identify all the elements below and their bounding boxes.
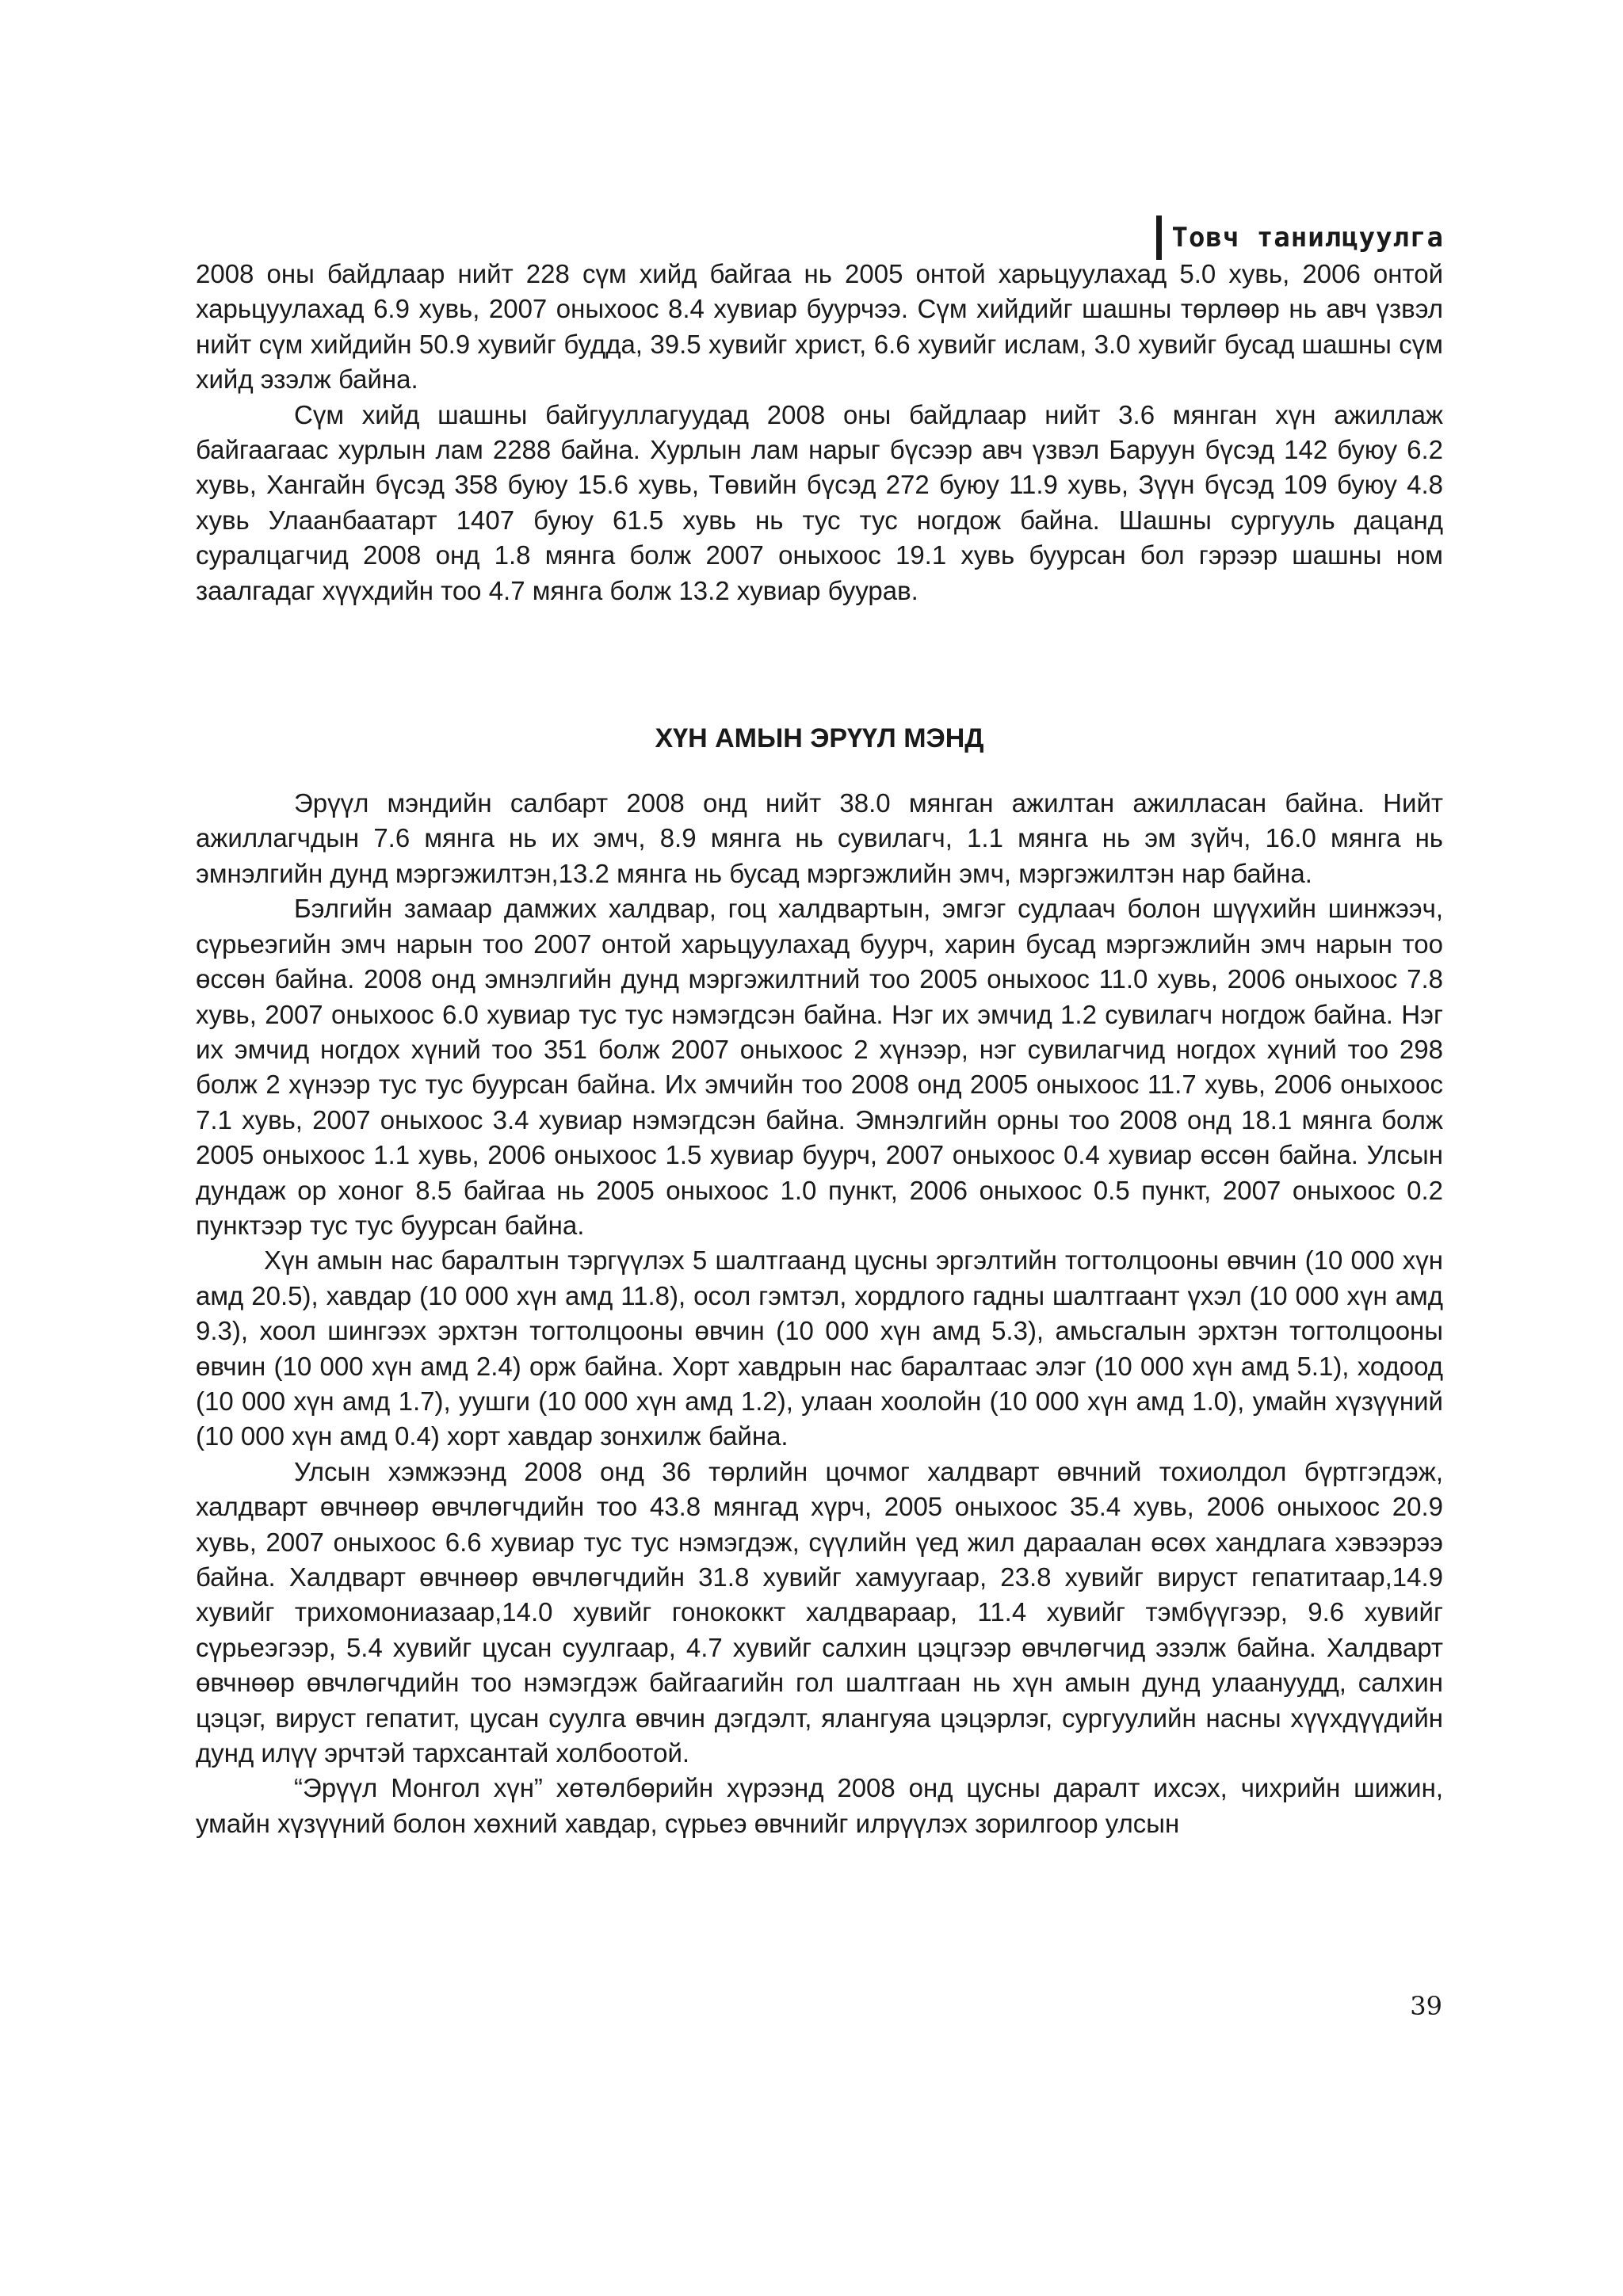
paragraph-health-workers: Эрүүл мэндийн салбарт 2008 онд нийт 38.0 мянган ажилтан ажилласан байна. Нийт ажиллагчдын 7.6 мянга нь их эмч, 8.9 мянга нь сувилагч, 1.1 мянга нь эм зүйч, 16.0 мянга нь эмнэлгийн дунд мэргэжилтэн,13.2 мянга нь бусад мэргэжлийн эмч, мэргэжилтэн нар байна. [196, 788, 1443, 888]
paragraph-healthy-mongolian-program: “Эрүүл Монгол хүн” хөтөлбөрийн хүрээнд 2008 онд цусны даралт ихсэх, чихрийн шижин, умайн хүзүүний болон хөхний хавдар, сүрьеэ өвчнийг илрүүлэх зорилгоор улсын [196, 1773, 1443, 1838]
running-header: Товч танилцуулга [1156, 215, 1444, 260]
paragraph-temples-staff: Сүм хийд шашны байгууллагуудад 2008 оны байдлаар нийт 3.6 мянган хүн ажиллаж байгаагаас хурлын лам 2288 байна. Хурлын лам нарыг бүсээр авч үзвэл Баруун бүсэд 142 буюу 6.2 хувь, Хангайн бүсэд 358 буюу 15.6 хувь, Төвийн бүсэд 272 буюу 11.9 хувь, Зүүн бүсэд 109 буюу 4.8 хувь Улаанбаатарт 1407 буюу 61.5 хувь нь тус тус ногдож байна. Шашны сургууль дацанд суралцагчид 2008 онд 1.8 мянга болж 2007 оныхоос 19.1 хувь буурсан бол гэрээр шашны ном заалгадаг хүүхдийн тоо 4.7 мянга болж 13.2 хувиар буурав. [196, 399, 1443, 605]
paragraph-health-specialists: Бэлгийн замаар дамжих халдвар, гоц халдвартын, эмгэг судлаач болон шүүхийн шинжээч, сүрьеэгийн эмч нарын тоо 2007 онтой харьцуулахад буурч, харин бусад мэргэжлийн эмч нарын тоо өссөн байна. 2008 онд эмнэлгийн дунд мэргэжилтний тоо 2005 оныхоос 11.0 хувь, 2006 оныхоос 7.8 хувь, 2007 оныхоос 6.0 хувиар тус тус нэмэгдсэн байна. Нэг их эмчид 1.2 сувилагч ногдож байна. Нэг их эмчид ногдох хүний тоо 351 болж 2007 оныхоос 2 хүнээр, нэг сувилагчид ногдох хүний тоо 298 болж 2 хүнээр тус тус буурсан байна. Их эмчийн тоо 2008 онд 2005 оныхоос 11.7 хувь, 2006 оныхоос 7.1 хувь, 2007 оныхоос 3.4 хувиар нэмэгдсэн байна. Эмнэлгийн орны тоо 2008 онд 18.1 мянга болж 2005 оныхоос 1.1 хувь, 2006 оныхоос 1.5 хувиар буурч, 2007 оныхоос 0.4 хувиар өссөн байна. Улсын дундаж ор хоног 8.5 байгаа нь 2005 оныхоос 1.0 пункт, 2006 оныхоос 0.5 пункт, 2007 оныхоос 0.2 пунктээр тус тус буурсан байна. [196, 894, 1443, 1240]
section-title: ХҮН АМЫН ЭРҮҮЛ МЭНД [655, 723, 984, 754]
page-number: 39 [1410, 1991, 1442, 2021]
paragraph-mortality-causes: Хүн амын нас баралтын тэргүүлэх 5 шалтгаанд цусны эргэлтийн тогтолцооны өвчин (10 000 хүн амд 20.5), хавдар (10 000 хүн амд 11.8), осол гэмтэл, хордлого гадны шалтгаант үхэл (10 000 хүн амд 9.3), хоол шингээх эрхтэн тогтолцооны өвчин (10 000 хүн амд 5.3), амьсгалын эрхтэн тогтолцооны өвчин (10 000 хүн амд 2.4) орж байна. Хорт хавдрын нас баралтаас элэг (10 000 хүн амд 5.1), ходоод (10 000 хүн амд 1.7), уушги (10 000 хүн амд 1.2), улаан хоолойн (10 000 хүн амд 1.0), умайн хүзүүний (10 000 хүн амд 0.4) хорт хавдар зонхилж байна. [196, 1245, 1443, 1451]
paragraph-infectious-diseases: Улсын хэмжээнд 2008 онд 36 төрлийн цочмог халдварт өвчний тохиолдол бүртгэгдэж, халдварт өвчнөөр өвчлөгчдийн тоо 43.8 мянгад хүрч, 2005 оныхоос 35.4 хувь, 2006 оныхоос 20.9 хувь, 2007 оныхоос 6.6 хувиар тус тус нэмэгдэж, сүүлийн үед жил дараалан өсөх хандлага хэвээрээ байна. Халдварт өвчнөөр өвчлөгчдийн 31.8 хувийг хамуугаар, 23.8 хувийг вируст гепатитаар,14.9 хувийг трихомониазаар,14.0 хувийг гонококкт халдвараар, 11.4 хувийг тэмбүүгээр, 9.6 хувийг сүрьеэгээр, 5.4 хувийг цусан суулгаар, 4.7 хувийг салхин цэцгээр өвчлөгчид эзэлж байна. Халдварт өвчнөөр өвчлөгчдийн тоо нэмэгдэж байгаагийн гол шалтгаан нь хүн амын дунд улаануудд, салхин цэцэг, вируст гепатит, цусан суулга өвчин дэгдэлт, ялангуяа цэцэрлэг, сургуулийн насны хүүхдүүдийн дунд илүү эрчтэй тархсантай холбоотой. [196, 1456, 1443, 1768]
paragraph-temples-count: 2008 оны байдлаар нийт 228 сүм хийд байгаа нь 2005 онтой харьцуулахад 5.0 хувь, 2006 онтой харьцуулахад 6.9 хувь, 2007 оныхоос 8.4 хувиар буурчээ. Сүм хийдийг шашны төрлөөр нь авч үзвэл нийт сүм хийдийн 50.9 хувийг будда, 39.5 хувийг христ, 6.6 хувийг ислам, 3.0 хувийг бусад шашны сүм хийд эзэлж байна. [196, 259, 1443, 395]
page-body [196, 257, 1443, 1841]
